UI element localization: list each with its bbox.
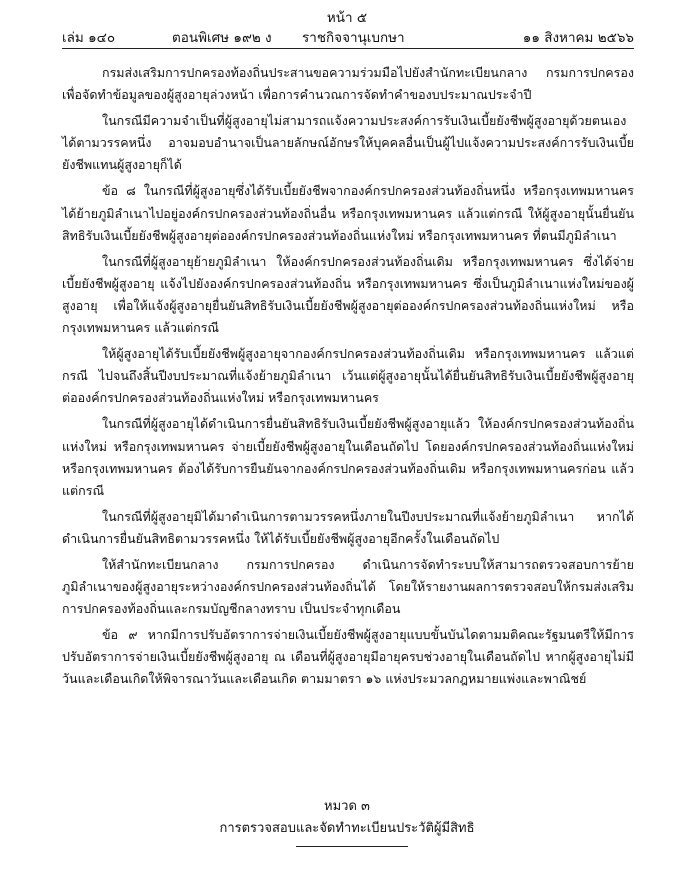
paragraph-7: ในกรณีที่ผู้สูงอายุมิได้มาดำเนินการตามวรรคหนึ่งภายในปีงบประมาณที่แจ้งย้ายภูมิลำเนา หากได้ดำเนินการยื่นยันสิทธิตามวรรคหนึ่ง ให้ได้รับเบี้ยยังชีพผู้สูงอายุอีกครั้งในเดือนถัดไป xyxy=(62,508,634,546)
paragraph-3: ข้อ ๘ ในกรณีที่ผู้สูงอายุซึ่งได้รับเบี้ยยังชีพจากองค์กรปกครองส่วนท้องถิ่นหนึ่ง หรือกรุงเทพมหานคร ได้ย้ายภูมิลำเนาไปอยู่องค์กรปกครองส่วนท้องถิ่นอื่น หรือกรุงเทพมหานคร แล้วแต่กรณี ให้ผู้สูงอายุนั้นยื่นยันสิทธิรับเงินเบี้ยยังชีพผู้สูงอายุต่อองค์กรปกครองส่วนท้องถิ่นแห่งใหม่ หรือกรุงเทพมหานคร ที่ตนมีภูมิลำเนา xyxy=(62,183,634,243)
section-heading: หมวด ๓ xyxy=(324,799,370,814)
document-body xyxy=(62,62,634,695)
paragraph-9: ข้อ ๙ หากมีการปรับอัตราการจ่ายเงินเบี้ยยังชีพผู้สูงอายุแบบขั้นบันไดตามมติคณะรัฐมนตรีให้มีการปรับอัตราการจ่ายเงินเบี้ยยังชีพผู้สูงอายุ ณ เดือนที่ผู้สูงอายุมีอายุครบช่วงอายุในเดือนถัดไป หากผู้สูงอายุไม่มีวันและเดือนเกิดให้พิจารณาวันและเดือนเกิด ตามมาตรา ๑๖ แห่งประมวลกฎหมายแพ่งและพาณิชย์ xyxy=(62,627,634,687)
section-title: การตรวจสอบและจัดทำทะเบียนประวัติผู้มีสิทธิ xyxy=(219,821,475,836)
gazette-header xyxy=(62,26,634,46)
paragraph-8: ให้สำนักทะเบียนกลาง กรมการปกครอง ดำเนินการจัดทำระบบให้สามารถตรวจสอบการย้ายภูมิลำเนาของผู้สูงอายุระหว่างองค์กรปกครองส่วนท้องถิ่นได้ โดยให้รายงานผลการตรวจสอบให้กรมส่งเสริมการปกครองท้องถิ่นและกรมบัญชีกลางทราบ เป็นประจำทุกเดือน xyxy=(62,556,634,617)
page-number: หน้า ๕ xyxy=(326,10,368,26)
header-rule xyxy=(62,48,634,49)
paragraph-4: ในกรณีที่ผู้สูงอายุย้ายภูมิลำเนา ให้องค์กรปกครองส่วนท้องถิ่นเดิม หรือกรุงเทพมหานคร ซึ่งได้จ่ายเบี้ยยังชีพผู้สูงอายุ แจ้งไปยังองค์กรปกครองส่วนท้องถิ่น หรือกรุงเทพมหานคร ซึ่งเป็นภูมิลำเนาแห่งใหม่ของผู้สูงอายุ เพื่อให้แจ้งผู้สูงอายุยื่นยันสิทธิรับเงินเบี้ยยังชีพผู้สูงอายุต่อองค์กรปกครองส่วนท้องถิ่นแห่งใหม่ หรือกรุงเทพมหานคร แล้วแต่กรณี xyxy=(62,253,634,336)
section-divider xyxy=(296,846,408,847)
paragraph-1: กรมส่งเสริมการปกครองท้องถิ่นประสานขอความร่วมมือไปยังสำนักทะเบียนกลาง กรมการปกครอง เพื่อจัดทำข้อมูลของผู้สูงอายุล่วงหน้า เพื่อการคำนวณการจัดทำคำของบประมาณประจำปี xyxy=(62,65,634,103)
paragraph-6: ในกรณีที่ผู้สูงอายุได้ดำเนินการยื่นยันสิทธิรับเงินเบี้ยยังชีพผู้สูงอายุแล้ว ให้องค์กรปกครองส่วนท้องถิ่นแห่งใหม่ หรือกรุงเทพมหานคร จ่ายเบี้ยยังชีพผู้สูงอายุในเดือนถัดไป โดยองค์กรปกครองส่วนท้องถิ่นแห่งใหม่ หรือกรุงเทพมหานคร ต้องได้รับการยืนยันจากองค์กรปกครองส่วนท้องถิ่นเดิม หรือกรุงเทพมหานครก่อน แล้วแต่กรณี xyxy=(62,416,634,498)
paragraph-2: ในกรณีมีความจำเป็นที่ผู้สูงอายุไม่สามารถแจ้งความประสงค์การรับเงินเบี้ยยังชีพผู้สูงอายุด้วยตนเองได้ตามวรรคหนึ่ง อาจมอบอำนาจเป็นลายลักษณ์อักษรให้บุคคลอื่นเป็นผู้ไปแจ้งความประสงค์การรับเงินเบี้ยยังชีพแทนผู้สูงอายุก็ได้ xyxy=(62,113,634,173)
paragraph-5: ให้ผู้สูงอายุได้รับเบี้ยยังชีพผู้สูงอายุจากองค์กรปกครองส่วนท้องถิ่นเดิม หรือกรุงเทพมหานคร แล้วแต่กรณี ไปจนถึงสิ้นปีงบประมาณที่แจ้งย้ายภูมิลำเนา เว้นแต่ผู้สูงอายุนั้นได้ยื่นยันสิทธิรับเงินเบี้ยยังชีพผู้สูงอายุต่อองค์กรปกครองส่วนท้องถิ่นแห่งใหม่ หรือกรุงเทพมหานคร xyxy=(62,346,634,406)
header-issue: ตอนพิเศษ ๑๙๒ ง xyxy=(172,30,272,46)
header-gazette-name: ราชกิจจานุเบกษา xyxy=(302,30,405,46)
header-volume: เล่ม ๑๔๐ xyxy=(62,30,116,46)
header-date: ๑๑ สิงหาคม ๒๕๖๖ xyxy=(522,30,634,46)
